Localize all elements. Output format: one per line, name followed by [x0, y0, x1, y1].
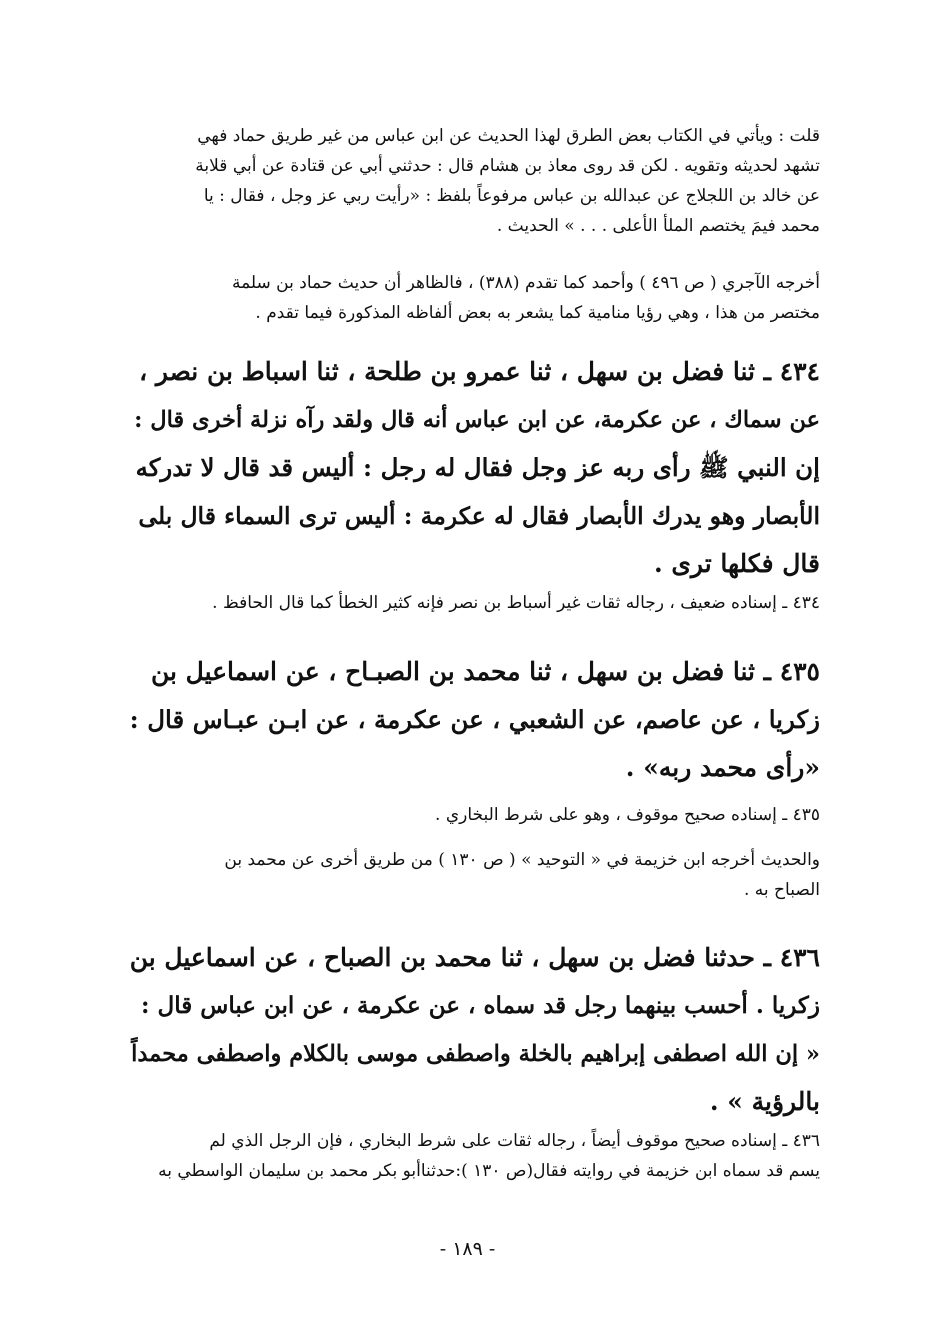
hadith-435: [130, 648, 820, 792]
footnote-434: [130, 588, 820, 618]
text-line: ٤٣٤ ـ إسناده ضعيف ، رجاله ثقات غير أسباط بن نصر فإنه كثير الخطأ كما قال الحافظ .: [212, 593, 820, 613]
text-line: عن خالد بن اللجلاج عن عبدالله بن عباس مرفوعاً بلفظ : «رأيت ربي عز وجل ، فقال : يا: [203, 186, 820, 206]
hadith-line: ٤٣٤ ـ ثنا فضل بن سهل ، ثنا عمرو بن طلحة ، ثنا اسباط بن نصر ،: [139, 357, 820, 386]
page-number: - ١٨٩ -: [439, 1238, 496, 1260]
author-comment: [130, 121, 820, 241]
text-line: قلت : ويأتي في الكتاب بعض الطرق لهذا الحديث عن ابن عباس من غير طريق حماد فهي: [197, 126, 820, 146]
text-line: ٤٣٥ ـ إسناده صحيح موقوف ، وهو على شرط البخاري .: [435, 805, 820, 825]
hadith-line: إن النبي ﷺ رأى ربه عز وجل فقال له رجل : أليس قد قال لا تدركه: [135, 453, 820, 482]
footnote-436: [130, 1126, 820, 1186]
text-line: يسم قد سماه ابن خزيمة في روايته فقال(ص ١٣٠ ):حدثناأبو بكر محمد بن سليمان الواسطي به: [158, 1161, 820, 1181]
text-line: تشهد لحديثه وتقويه . لكن قد روى معاذ بن هشام قال : حدثني أبي عن قتادة عن أبي قلابة: [195, 156, 820, 176]
text-line: الصباح به .: [744, 880, 820, 900]
text-line: محمد فيمَ يختصم الملأ الأعلى . . . » الحديث .: [496, 216, 820, 236]
text-line: ٤٣٦ ـ إسناده صحيح موقوف أيضاً ، رجاله ثقات على شرط البخاري ، فإن الرجل الذي لم: [209, 1131, 820, 1151]
footnote-435: [130, 800, 820, 830]
hadith-line: قال فكلها ترى .: [653, 549, 820, 578]
hadith-436: [130, 934, 820, 1126]
hadith-line: زكريا ، عن عاصم، عن الشعبي ، عن عكرمة ، عن ابـن عبـاس قال :: [129, 705, 820, 734]
hadith-line: ٤٣٥ ـ ثنا فضل بن سهل ، ثنا محمد بن الصبـاح ، عن اسماعيل بن: [150, 657, 820, 686]
hadith-line: ٤٣٦ ـ حدثنا فضل بن سهل ، ثنا محمد بن الصباح ، عن اسماعيل بن: [129, 943, 820, 972]
hadith-line: « إن الله اصطفى إبراهيم بالخلة واصطفى موسى بالكلام واصطفى محمداً: [131, 1041, 820, 1067]
footnote-435-takhrij: [130, 845, 820, 905]
text-line: أخرجه الآجري ( ص ٤٩٦ ) وأحمد كما تقدم (٣٨٨) ، فالظاهر أن حديث حماد بن سلمة: [231, 273, 820, 293]
hadith-line: زكريا . أحسب بينهما رجل قد سماه ، عن عكرمة ، عن ابن عباس قال :: [141, 992, 820, 1019]
hadith-line: بالرؤية » .: [709, 1087, 820, 1116]
hadith-line: «رأى محمد ربه» .: [625, 753, 820, 782]
text-line: مختصر من هذا ، وهي رؤيا منامية كما يشعر به بعض ألفاظه المذكورة فيما تقدم .: [255, 303, 820, 323]
text-line: والحديث أخرجه ابن خزيمة في « التوحيد » ( ص ١٣٠ ) من طريق أخرى عن محمد بن: [224, 850, 820, 870]
hadith-434: [130, 348, 820, 588]
hadith-line: الأبصار وهو يدرك الأبصار فقال له عكرمة : أليس ترى السماء قال بلى: [138, 502, 820, 530]
takhrij-note: [130, 268, 820, 328]
hadith-line: عن سماك ، عن عكرمة، عن ابن عباس أنه قال ولقد رآه نزلة أخرى قال :: [134, 407, 820, 433]
